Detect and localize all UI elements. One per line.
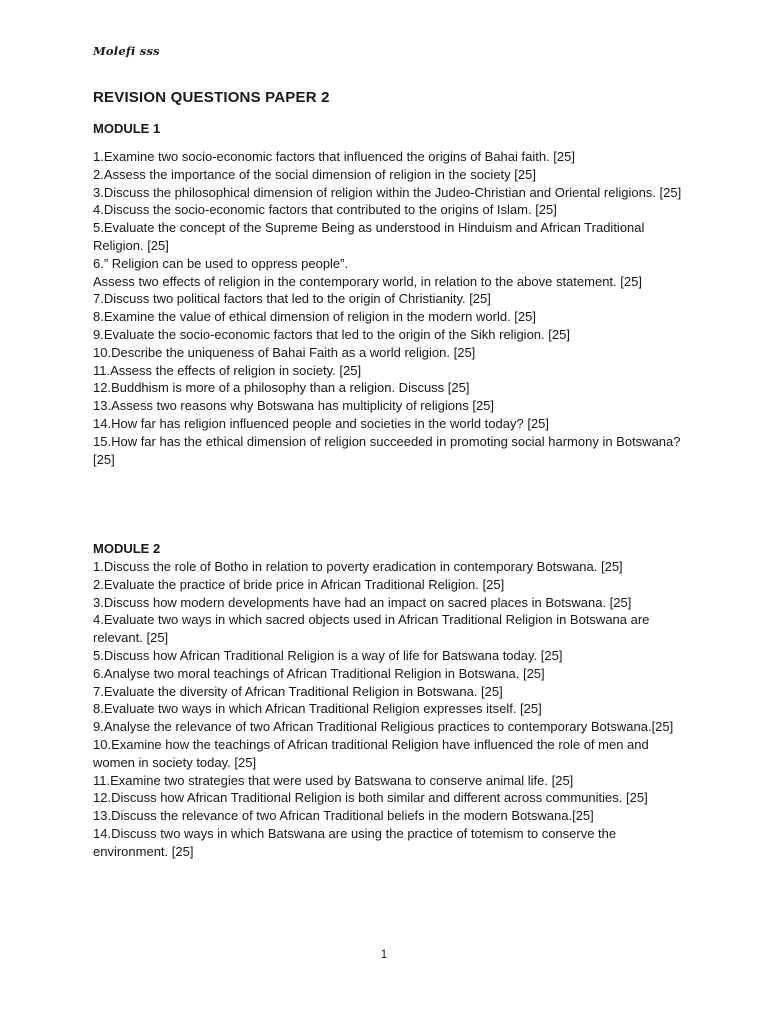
question-item: 5.Discuss how African Traditional Religion is a way of life for Batswana today. [25] [93,647,563,663]
question-item: 13.Assess two reasons why Botswana has multiplicity of religions [25] [93,398,495,414]
question-item: 4.Evaluate two ways in which sacred objects used in African Traditional Religion in Botswana are relevant. [25] [93,612,650,646]
question-item: 2.Assess the importance of the social dimension of religion in the society [25] [93,166,536,182]
question-item: 3.Discuss the philosophical dimension of religion within the Judeo-Christian and Oriental religions. [25] [93,184,682,200]
question-item: 5.Evaluate the concept of the Supreme Being as understood in Hinduism and African Traditional Religion. [25] [93,220,645,253]
question-item: 1.Discuss the role of Botho in relation to poverty eradication in contemporary Botswana. [25] [93,559,623,574]
page-title: REVISION QUESTIONS PAPER 2 [93,89,330,106]
question-item: 11.Assess the effects of religion in society. [25] [93,362,362,378]
page-number: 1 [380,947,388,961]
question-item: 8.Evaluate two ways in which African Traditional Religion expresses itself. [25] [93,701,542,717]
question-item: 9.Evaluate the socio-economic factors that led to the origin of the Sikh religion. [25] [93,326,570,342]
question-item: 10.Describe the uniqueness of Bahai Faith as a world religion. [25] [93,344,476,360]
question-item: 2.Evaluate the practice of bride price in African Traditional Religion. [25] [93,576,505,592]
module-2-heading: MODULE 2 [93,541,161,556]
question-item: 7.Evaluate the diversity of African Traditional Religion in Botswana. [25] [93,683,503,699]
question-item: 14.How far has religion influenced people and societies in the world today? [25] [93,415,550,431]
question-item: 7.Discuss two political factors that led to the origin of Christianity. [25] [93,291,491,307]
question-item: 11.Examine two strategies that were used by Batswana to conserve animal life. [25] [93,772,574,788]
question-item: 10.Examine how the teachings of African traditional Religion have influenced the role of men and women in society today. [25] [93,736,649,770]
question-item: 13.Discuss the relevance of two African Traditional beliefs in the modern Botswana.[25] [93,808,594,824]
question-item: 4.Discuss the socio-economic factors that contributed to the origins of Islam. [25] [93,202,557,218]
module-2-section [93,540,683,861]
module-1-heading: MODULE 1 [93,121,161,136]
question-item: 12.Discuss how African Traditional Religion is both similar and different across communities. [25] [93,790,648,806]
module-1-questions [93,148,683,468]
question-item: 6.Analyse two moral teachings of African Traditional Religion in Botswana. [25] [93,665,545,681]
question-item: 15.How far has the ethical dimension of religion succeeded in promoting social harmony in Botswana? [25] [93,433,681,467]
author-name: Molefi sss [93,44,160,58]
question-item: 12.Buddhism is more of a philosophy than a religion. Discuss [25] [93,380,470,396]
question-item: 3.Discuss how modern developments have had an impact on sacred places in Botswana. [25] [93,594,632,610]
question-item: 14.Discuss two ways in which Batswana are using the practice of totemism to conserve the environment. [25] [93,825,617,859]
question-item: 6.” Religion can be used to oppress people”. [93,255,349,271]
question-item: 8.Examine the value of ethical dimension of religion in the modern world. [25] [93,309,536,325]
question-item: Assess two effects of religion in the contemporary world, in relation to the above statement. [25] [93,273,642,289]
question-item: 1.Examine two socio-economic factors that influenced the origins of Bahai faith. [25] [93,149,575,164]
question-item: 9.Analyse the relevance of two African Traditional Religious practices to contemporary Botswana.[25] [93,719,674,735]
